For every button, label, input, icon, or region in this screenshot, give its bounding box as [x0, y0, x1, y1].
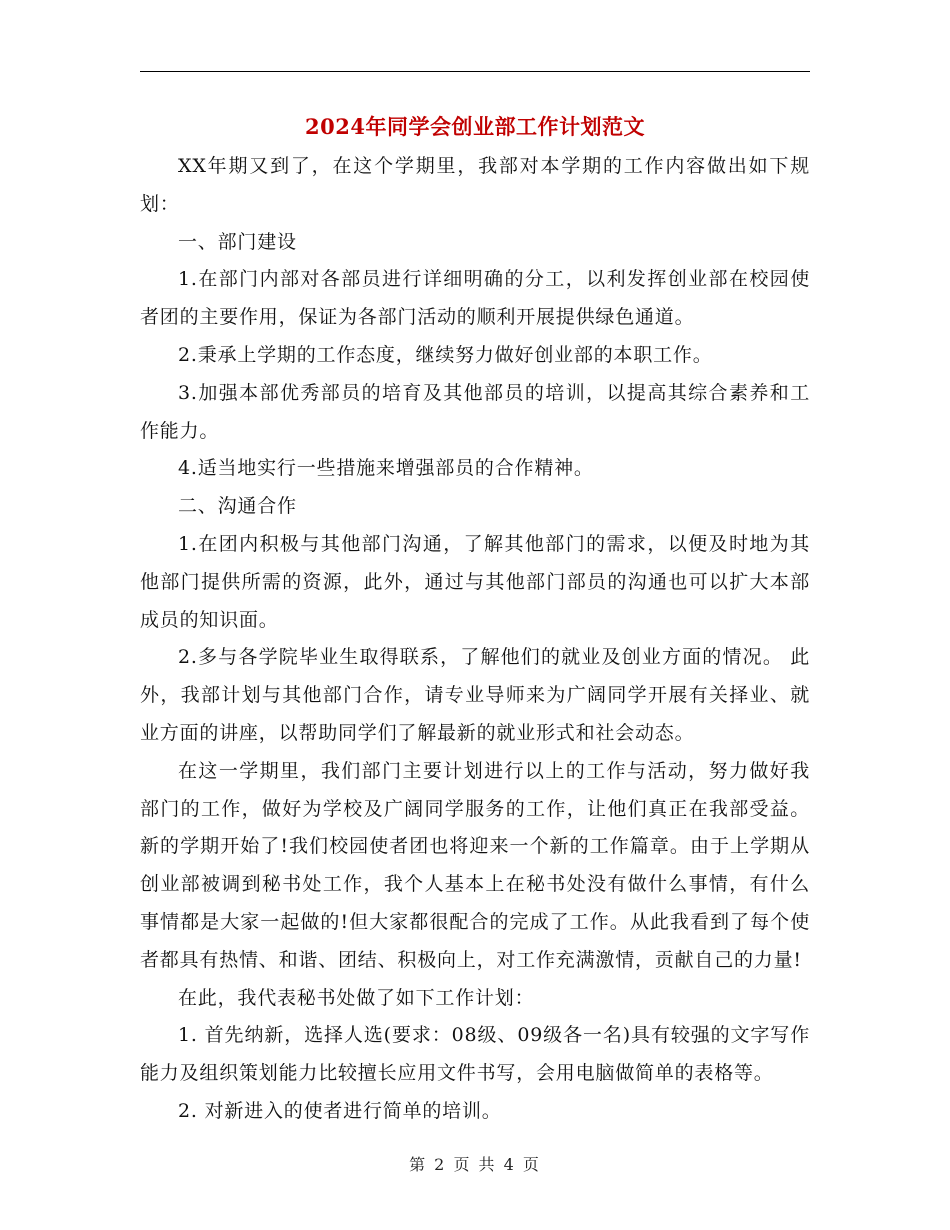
section-heading-department-building: 一、部门建设: [178, 230, 297, 253]
list-item: 3.加强本部优秀部员的培育及其他部员的培训，以提高其综合素养和工作能力。: [140, 381, 810, 442]
list-item: 4.适当地实行一些措施来增强部员的合作精神。: [178, 457, 594, 480]
list-item: 1.在团内积极与其他部门沟通，了解其他部门的需求，以便及时地为其他部门提供所需的资源，此外，通过与其他部门部员的沟通也可以扩大本部成员的知识面。: [140, 532, 810, 631]
document-body: [140, 148, 810, 1131]
summary-paragraph: 在这一学期里，我们部门主要计划进行以上的工作与活动，努力做好我部门的工作，做好为学校及广阔同学服务的工作，让他们真正在我部受益。新的学期开始了!我们校园使者团也将迎来一个新的工作篇章。由于上学期从创业部被调到秘书处工作，我个人基本上在秘书处没有做什么事情，有什么事情都是大家一起做的!但大家都很配合的完成了工作。从此我看到了每个使者都具有热情、和谐、团结、积极向上，对工作充满激情，贡献自己的力量!: [140, 759, 810, 971]
list-item: 2.秉承上学期的工作态度，继续努力做好创业部的本职工作。: [178, 343, 713, 366]
section-heading-communication: 二、沟通合作: [178, 495, 297, 518]
list-item: 1. 首先纳新，选择人选(要求：08级、09级各一名)具有较强的文字写作能力及组织策划能力比较擅长应用文件书写，会用电脑做简单的表格等。: [140, 1024, 810, 1085]
list-item: 1.在部门内部对各部员进行详细明确的分工，以利发挥创业部在校园使者团的主要作用，保证为各部门活动的顺利开展提供绿色通道。: [140, 268, 810, 329]
plan-intro-paragraph: 在此，我代表秘书处做了如下工作计划：: [178, 986, 535, 1009]
header-rule: [140, 71, 810, 72]
document-title: 2024年同学会创业部工作计划范文: [305, 114, 645, 139]
intro-paragraph: XX年期又到了，在这个学期里，我部对本学期的工作内容做出如下规划：: [140, 155, 810, 215]
page-number: 第 2 页 共 4 页: [409, 1155, 541, 1174]
list-item: 2.多与各学院毕业生取得联系，了解他们的就业及创业方面的情况。 此外，我部计划与其他部门合作，请专业导师来为广阔同学开展有关择业、就业方面的讲座，以帮助同学们了解最新的就业形式和社会动态。: [140, 646, 810, 744]
list-item: 2. 对新进入的使者进行简单的培训。: [178, 1099, 502, 1122]
